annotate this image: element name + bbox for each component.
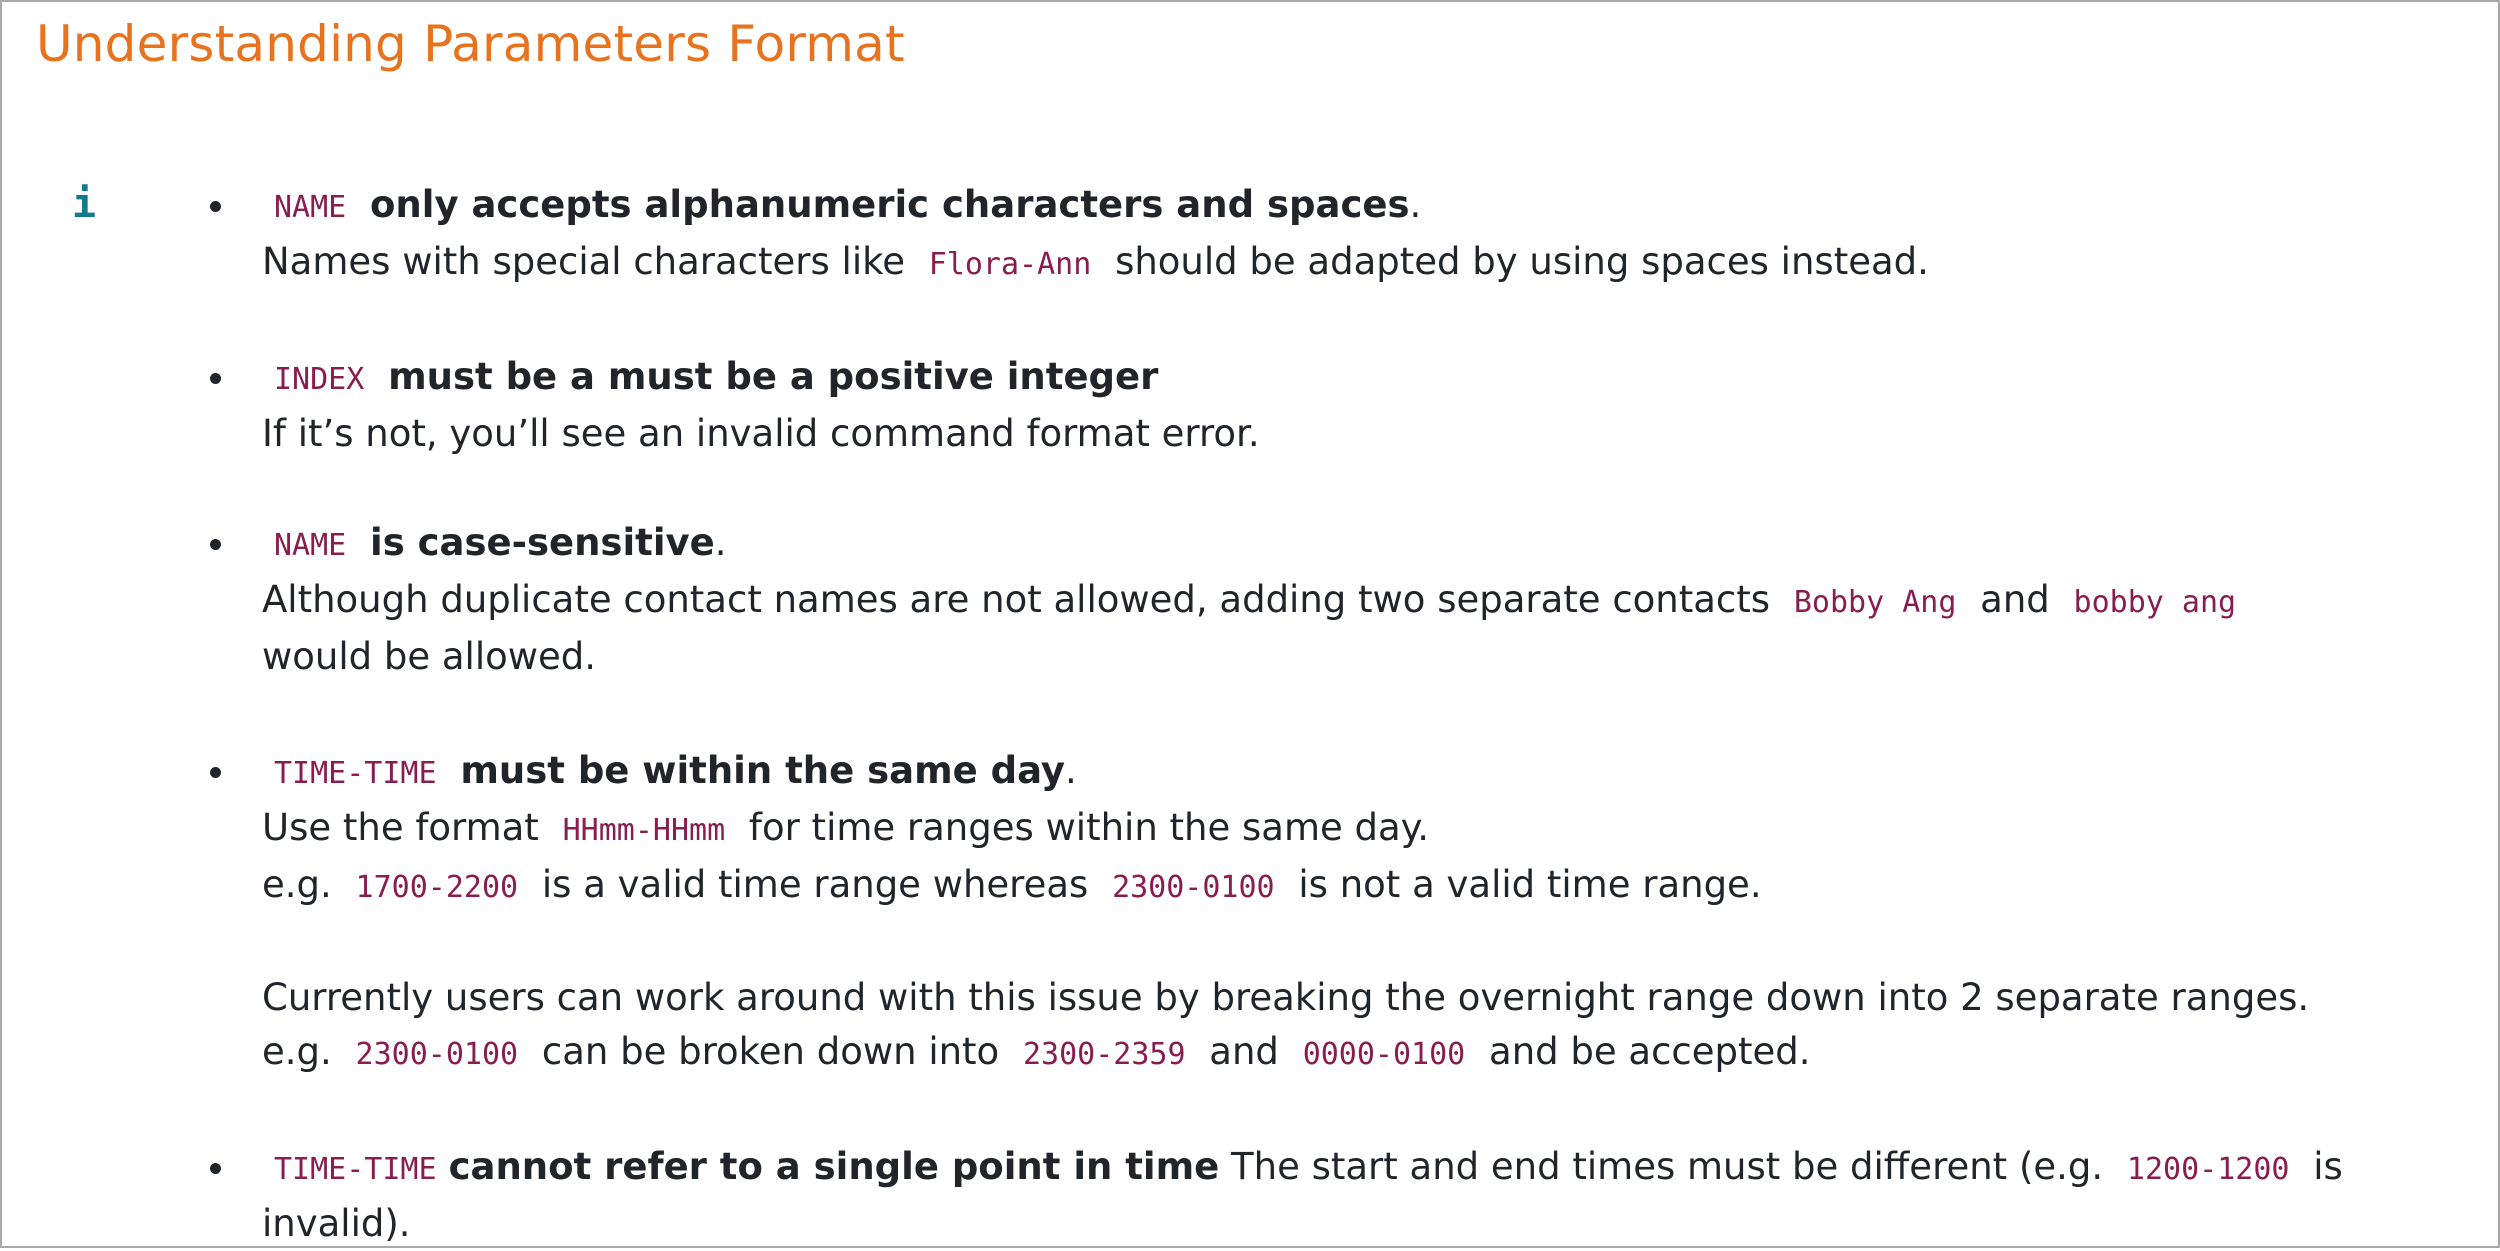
example-code: HHmm-HHmm bbox=[551, 813, 738, 848]
detail-text: and bbox=[1980, 578, 2050, 621]
example-code: bobby ang bbox=[2062, 585, 2249, 620]
example-code: 0000-0100 bbox=[1291, 1037, 1478, 1072]
detail-text: can be broken down into bbox=[541, 1030, 1000, 1073]
param-code: NAME bbox=[262, 528, 358, 563]
item-heading bbox=[262, 1140, 2462, 1251]
example-code: 2300-0100 bbox=[1100, 870, 1287, 905]
detail-text: is invalid). bbox=[262, 1145, 2343, 1245]
example-code: Flora-Ann bbox=[917, 247, 1104, 282]
rule-text: must be a must be a positive integer bbox=[388, 355, 1159, 398]
parameter-rules-list bbox=[262, 178, 2462, 1251]
list-item bbox=[262, 350, 2462, 461]
item-example bbox=[262, 858, 2462, 915]
rule-text: is case-sensitive bbox=[370, 521, 715, 564]
list-item bbox=[262, 178, 2462, 292]
example-code: 2300-0100 bbox=[344, 1037, 531, 1072]
item-heading bbox=[262, 744, 2462, 801]
detail-text: Although duplicate contact names are not allowed, adding two separate contacts bbox=[262, 578, 1771, 621]
detail-text: would be allowed. bbox=[262, 635, 597, 678]
item-heading bbox=[262, 516, 2462, 573]
detail-text: and be accepted. bbox=[1489, 1030, 1811, 1073]
item-detail bbox=[262, 801, 2462, 858]
item-detail: If it’s not, you’ll see an invalid command format error. bbox=[262, 412, 1260, 455]
punctuation: . bbox=[714, 521, 727, 564]
spacer bbox=[262, 915, 2462, 971]
detail-text: is a valid time range whereas bbox=[541, 863, 1089, 906]
item-detail bbox=[262, 573, 2342, 684]
list-item bbox=[262, 1140, 2462, 1251]
detail-text: The start and end times must be different (e.g. bbox=[1231, 1145, 2104, 1188]
detail-text: e.g. bbox=[262, 1030, 332, 1073]
info-icon: i bbox=[72, 181, 97, 227]
item-heading bbox=[262, 350, 2462, 407]
item-note: Currently users can work around with this issue by breaking the overnight range down into 2 separate ranges. bbox=[262, 976, 2310, 1019]
list-item bbox=[262, 516, 2462, 684]
param-code: TIME-TIME bbox=[262, 756, 449, 791]
bullet-dot bbox=[210, 201, 221, 212]
detail-text: is not a valid time range. bbox=[1298, 863, 1762, 906]
example-code: 1700-2200 bbox=[344, 870, 531, 905]
rule-text: only accepts alphanumeric characters and spaces bbox=[370, 183, 1410, 226]
detail-text: Use the format bbox=[262, 806, 539, 849]
rule-text: must be within the same day bbox=[460, 749, 1066, 792]
punctuation: . bbox=[1409, 183, 1422, 226]
punctuation: . bbox=[1065, 749, 1077, 792]
param-code: TIME-TIME bbox=[262, 1152, 449, 1187]
page-title: Understanding Parameters Format bbox=[36, 15, 905, 73]
example-code: Bobby Ang bbox=[1782, 585, 1969, 620]
param-code: INDEX bbox=[262, 362, 376, 397]
detail-text: should be adapted by using spaces instead. bbox=[1115, 240, 1929, 283]
param-code: NAME bbox=[262, 190, 358, 225]
item-example bbox=[262, 1025, 2462, 1082]
detail-text: and bbox=[1209, 1030, 1279, 1073]
item-detail bbox=[262, 235, 2462, 292]
item-heading bbox=[262, 178, 2462, 235]
bullet-dot bbox=[210, 1163, 221, 1174]
bullet-dot bbox=[210, 767, 221, 778]
detail-text: for time ranges within the same day. bbox=[748, 806, 1430, 849]
detail-text: Names with special characters like bbox=[262, 240, 905, 283]
list-item bbox=[262, 744, 2462, 1082]
example-code: 2300-2359 bbox=[1011, 1037, 1198, 1072]
rule-text: cannot refer to a single point in time bbox=[448, 1145, 1220, 1188]
example-code: 1200-1200 bbox=[2115, 1152, 2302, 1187]
bullet-dot bbox=[210, 373, 221, 384]
detail-text: e.g. bbox=[262, 863, 332, 906]
bullet-dot bbox=[210, 539, 221, 550]
